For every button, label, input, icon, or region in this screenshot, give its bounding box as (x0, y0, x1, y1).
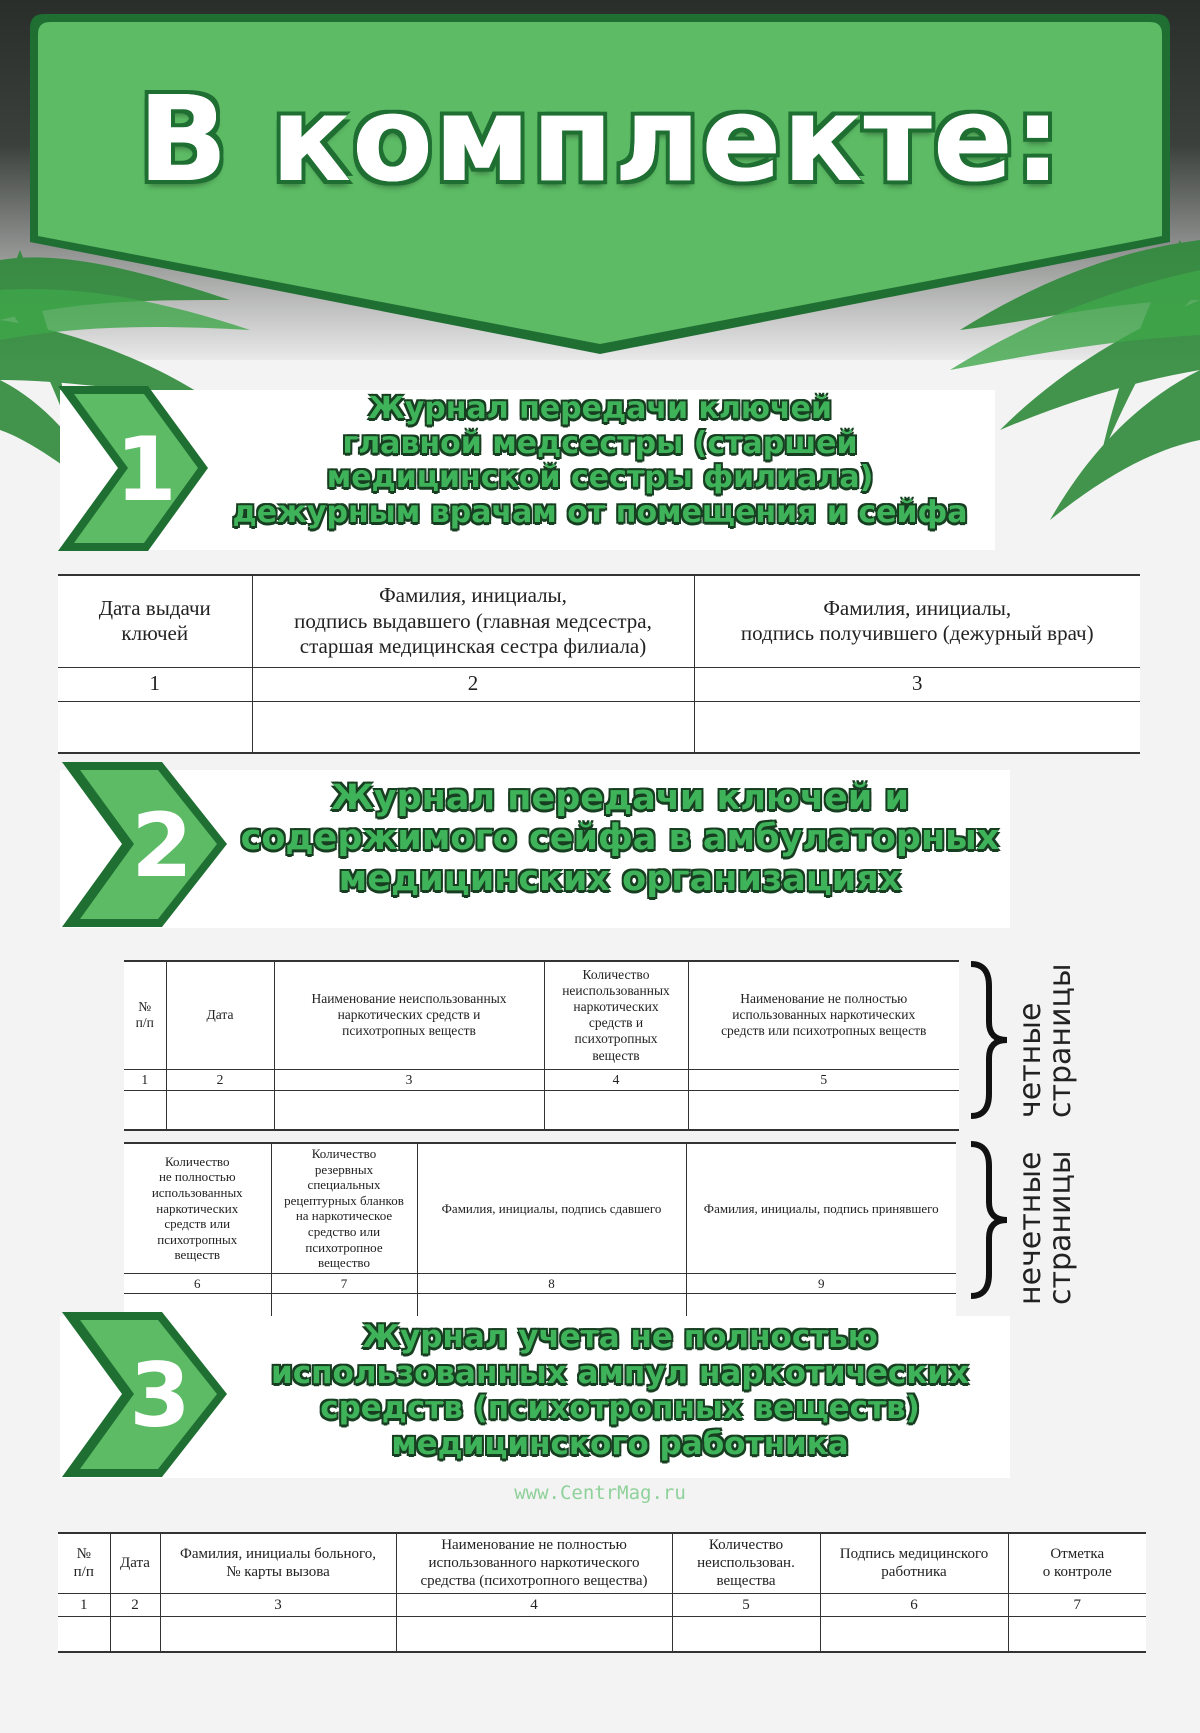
section-2-number: 2 (131, 794, 193, 897)
table-1 (58, 574, 1140, 754)
table-3 (58, 1532, 1146, 1653)
table-2-even-col-number: 4 (544, 1069, 688, 1090)
table-1-header: Фамилия, инициалы, подпись получившего (дежурный врач) (694, 575, 1140, 667)
even-pages-label: четные страницы (1013, 963, 1078, 1118)
brace-odd-icon (965, 1140, 1015, 1300)
table-2-odd-col-number: 6 (124, 1273, 271, 1294)
table-2-odd-header: Количество резервных специальных рецептурных бланков на наркотическое средство или психотропное вещество (271, 1143, 417, 1273)
table-3-col-number: 4 (396, 1593, 672, 1616)
table-2-even-empty-cell (544, 1090, 688, 1130)
table-1-col-number: 1 (58, 667, 252, 701)
table-2-even-empty-cell (166, 1090, 274, 1130)
table-3-header: Количество неиспользован. вещества (672, 1533, 820, 1593)
page-title: В комплекте: (137, 70, 1063, 208)
brace-even-icon (965, 960, 1015, 1120)
table-3-col-number: 5 (672, 1593, 820, 1616)
table-2-odd-col-number: 9 (686, 1273, 956, 1294)
section-1-title: Журнал передачи ключей главной медсестры (старшей медицинской сестры филиала) дежурным врачам от помещения и сейфа (232, 391, 968, 530)
odd-pages-label: нечетные страницы (1013, 1150, 1078, 1305)
section-3-title: Журнал учета не полностью использованных ампул наркотических средств (психотропных веществ) медицинского работника (271, 1319, 969, 1462)
section-3-number: 3 (129, 1344, 191, 1447)
table-3-header: Фамилия, инициалы больного, № карты вызова (160, 1533, 396, 1593)
table-3-col-number: 2 (110, 1593, 160, 1616)
table-2-even-header: Наименование неиспользованных наркотических средств и психотропных веществ (274, 961, 544, 1069)
section-1-number: 1 (115, 418, 177, 521)
table-2-even-header: Количество неиспользованных наркотических средств и психотропных веществ (544, 961, 688, 1069)
table-1-col-number: 3 (694, 667, 1140, 701)
table-2-even-header: Дата (166, 961, 274, 1069)
table-1-col-number: 2 (252, 667, 694, 701)
table-3-empty-cell (58, 1616, 110, 1652)
table-2-even-col-number: 3 (274, 1069, 544, 1090)
table-1-header: Фамилия, инициалы, подпись выдавшего (главная медсестра, старшая медицинская сестра филиала) (252, 575, 694, 667)
table-3-empty-cell (1008, 1616, 1146, 1652)
table-2-odd (124, 1142, 956, 1337)
table-3-empty-cell (110, 1616, 160, 1652)
table-3-empty-cell (160, 1616, 396, 1652)
table-3-col-number: 1 (58, 1593, 110, 1616)
table-3-header: Подпись медицинского работника (820, 1533, 1008, 1593)
table-3-empty-cell (672, 1616, 820, 1652)
table-2-even-empty-cell (688, 1090, 959, 1130)
table-3-header: Отметка о контроле (1008, 1533, 1146, 1593)
table-2-odd-col-number: 8 (417, 1273, 686, 1294)
table-3-col-number: 6 (820, 1593, 1008, 1616)
table-1-header: Дата выдачи ключей (58, 575, 252, 667)
table-1-empty-cell (252, 701, 694, 753)
table-2-even-col-number: 2 (166, 1069, 274, 1090)
table-3-header: Наименование не полностью использованного наркотического средства (психотропного вещества) (396, 1533, 672, 1593)
table-3-empty-cell (820, 1616, 1008, 1652)
table-2-odd-header: Фамилия, инициалы, подпись сдавшего (417, 1143, 686, 1273)
table-1-empty-cell (58, 701, 252, 753)
table-2-even-col-number: 1 (124, 1069, 166, 1090)
table-3-empty-cell (396, 1616, 672, 1652)
table-2-odd-header: Количество не полностью использованных наркотических средств или психотропных веществ (124, 1143, 271, 1273)
table-3-col-number: 7 (1008, 1593, 1146, 1616)
table-1-empty-cell (694, 701, 1140, 753)
table-2-even (124, 960, 959, 1131)
table-2-odd-col-number: 7 (271, 1273, 417, 1294)
table-2-even-header: № п/п (124, 961, 166, 1069)
section-2-title: Журнал передачи ключей и содержимого сейфа в амбулаторных медицинских организациях (240, 778, 1000, 899)
table-2-odd-header: Фамилия, инициалы, подпись принявшего (686, 1143, 956, 1273)
table-2-even-empty-cell (124, 1090, 166, 1130)
table-2-even-header: Наименование не полностью использованных наркотических средств или психотропных веществ (688, 961, 959, 1069)
table-2-even-empty-cell (274, 1090, 544, 1130)
watermark: www.CentrMag.ru (514, 1482, 686, 1504)
table-3-header: № п/п (58, 1533, 110, 1593)
table-3-col-number: 3 (160, 1593, 396, 1616)
table-3-header: Дата (110, 1533, 160, 1593)
table-2-even-col-number: 5 (688, 1069, 959, 1090)
